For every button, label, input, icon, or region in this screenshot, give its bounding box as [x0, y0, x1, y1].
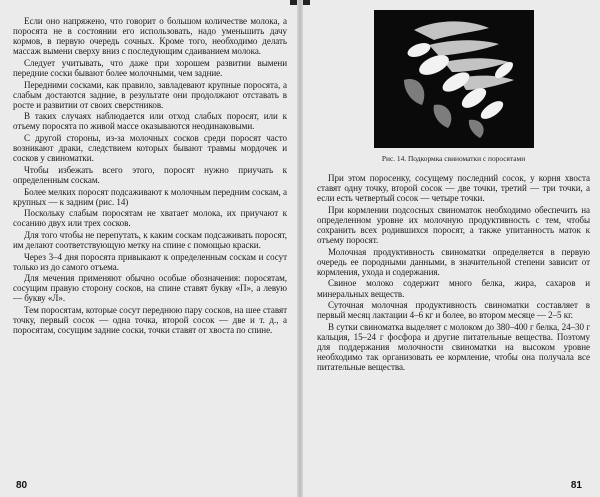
left-paragraph: Для мечения применяют обычно особые обозначения: поросятам, сосущим правую сторону сосков, на спине ставят букву «П», а левую — букву «Л».	[13, 273, 287, 304]
left-paragraph: С другой стороны, из-за молочных сосков среди поросят часто возникают драки, следствием которых бывают травмы мордочек и сосков у свиноматки.	[13, 133, 287, 164]
right-paragraph: При этом поросенку, сосущему последний сосок, у корня хвоста ставят одну точку, второй сосок — две точки, третий — три точки, а если есть четвертый сосок — четыре точки.	[317, 173, 590, 204]
left-paragraph: Если оно напряжено, что говорит о большом количестве молока, а поросята не в состоянии его использовать, надо уменьшить дачу кормов, в первую очередь сочных. Кроме того, необходимо делать массаж вымени сверху вниз с последующим сдаиванием молока.	[13, 16, 287, 57]
left-paragraph: В таких случаях наблюдается или отход слабых поросят, или к отъему поросята по живой массе оказываются неодинаковыми.	[13, 111, 287, 132]
right-paragraph: Суточная молочная продуктивность свиноматки составляет в первый месяц лактации 4–6 кг и более, во втором месяце — 2–5 кг.	[317, 300, 590, 321]
right-paragraph: Свиное молоко содержит много белка, жира, сахаров и минеральных веществ.	[317, 278, 590, 299]
left-paragraph: Через 3–4 дня поросята привыкают к определенным соскам и сосут только из до самого отъема.	[13, 251, 287, 272]
left-paragraph: Передними сосками, как правило, завладевают крупные поросята, а слабым достаются задние, в результате они продолжают отставать в росте и развитии от своих сверстников.	[13, 79, 287, 110]
figure-photo	[374, 10, 534, 148]
figure-caption: Рис. 14. Подкормка свиноматки с поросятами	[381, 154, 526, 163]
left-paragraph: Более мелких поросят подсаживают к молочным передним соскам, а крупных — к задним (рис. 14)	[13, 186, 287, 207]
page-number-right: 81	[570, 480, 582, 491]
page-number-left: 80	[16, 480, 28, 491]
right-page	[303, 0, 600, 497]
left-page	[0, 0, 297, 497]
left-paragraph: Для того чтобы не перепутать, к каким соскам подсаживать поросят, им делают соответствующую метку на спине с помощью краски.	[13, 229, 287, 250]
left-paragraph: Следует учитывать, что даже при хорошем развитии вымени передние соски бывают более молочными, чем задние.	[13, 57, 287, 78]
sow-with-piglets-photo	[374, 10, 534, 148]
left-paragraph: Чтобы избежать всего этого, поросят нужно приучать к определенным соскам.	[13, 164, 287, 185]
right-paragraph: Молочная продуктивность свиноматки определяется в первую очередь ее породными данными, в значительной степени зависит от кормления, ухода и содержания.	[317, 246, 590, 277]
left-paragraph: Тем поросятам, которые сосут переднюю пару сосков, на шее ставят точку, первый сосок — одна точка, второй сосок — две и т. д., а поросятам, сосущим задние соски, точки ставят от хвоста по спине.	[13, 305, 287, 336]
right-paragraph: В сутки свиноматка выделяет с молоком до 380–400 г белка, 24–30 г кальция, 15–24 г фосфора и другие питательные вещества. Поэтому для поддержания молочности свиноматки на высоком уровне необходимо так организовать ее кормление, чтобы она получала все питательные вещества.	[317, 321, 590, 373]
right-paragraph: При кормлении подсосных свиноматок необходимо обеспечить на определенном уровне их молочную продуктивность с тем, чтобы сохранить всех родившихся поросят, а также упитанность маток к отъему поросят.	[317, 204, 590, 246]
left-paragraph: Поскольку слабым поросятам не хватает молока, их приучают к сосанию двух или трех сосков.	[13, 208, 287, 229]
